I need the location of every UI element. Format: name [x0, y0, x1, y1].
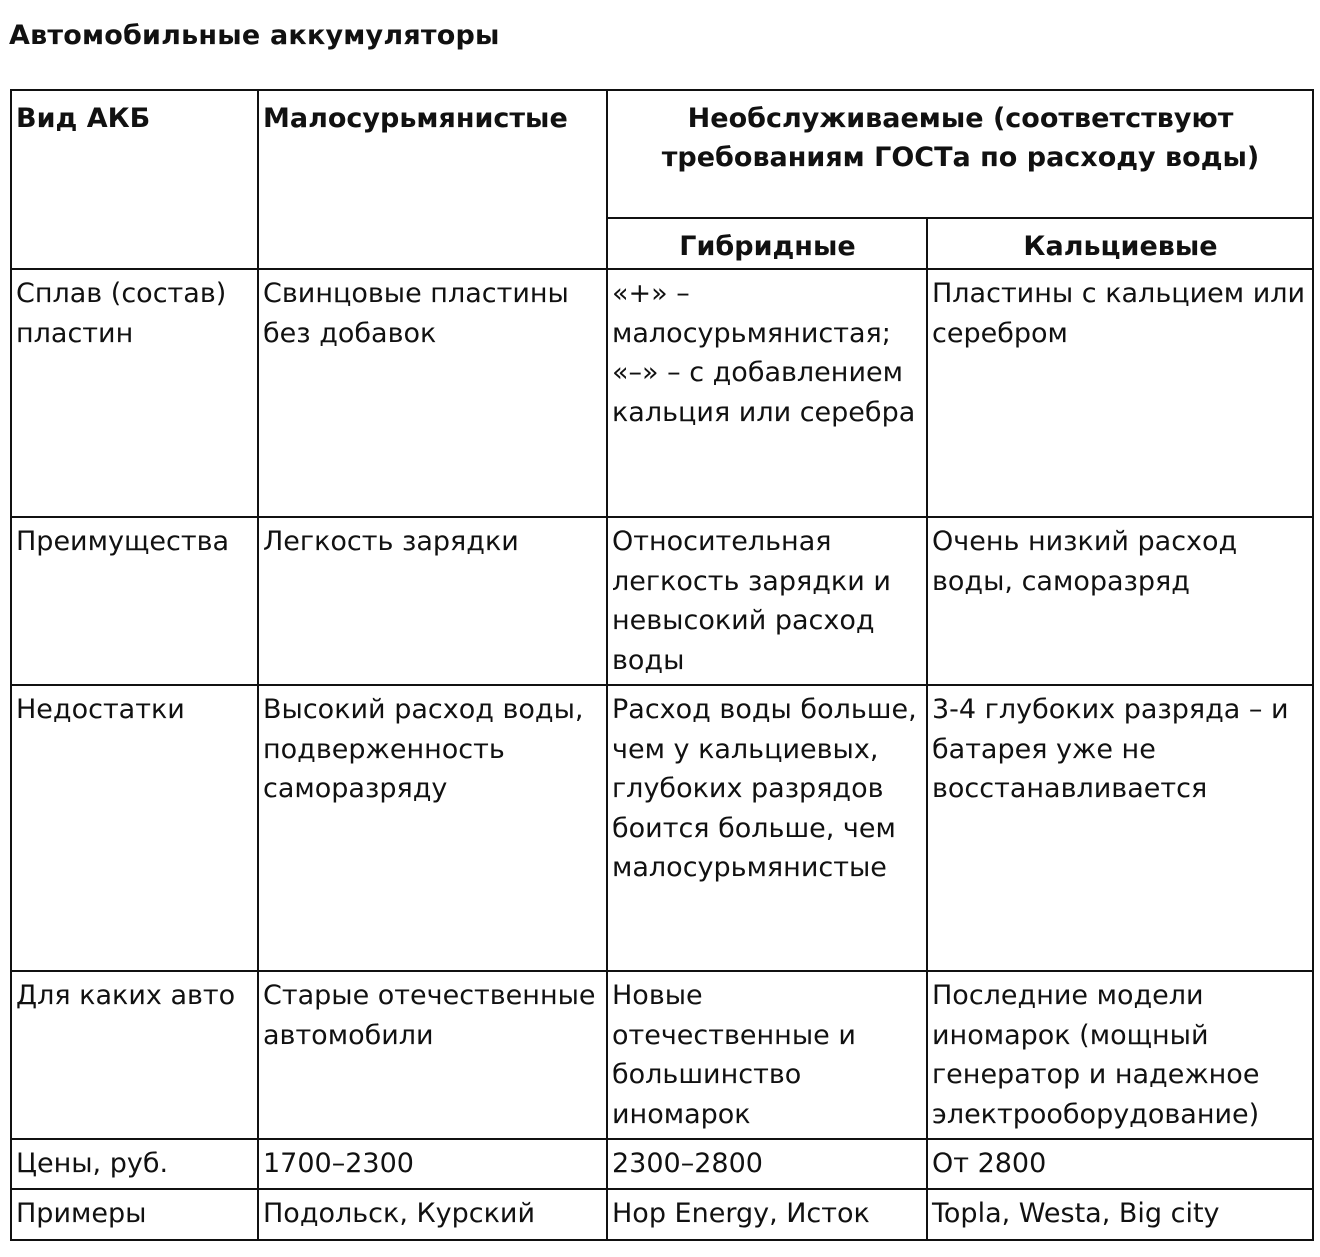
cell-calcium: 3-4 глубоких разряда – и батарея уже не восстанавливается: [927, 685, 1313, 971]
cell-low-antimony: Подольск, Курский: [258, 1189, 607, 1240]
cell-low-antimony: Свинцовые пластины без добавок: [258, 269, 607, 517]
cell-calcium: Очень низкий расход воды, саморазряд: [927, 517, 1313, 685]
table-row: [11, 685, 1313, 971]
cell-calcium: От 2800: [927, 1139, 1313, 1189]
header-calcium: Кальциевые: [927, 218, 1313, 269]
cell-low-antimony: Легкость зарядки: [258, 517, 607, 685]
cell-hybrid: Расход воды больше, чем у кальциевых, глубоких разрядов боится больше, чем малосурьмянистые: [607, 685, 927, 971]
row-label: Сплав (состав) пластин: [11, 269, 258, 517]
page-title: Автомобильные аккумуляторы: [9, 20, 500, 51]
cell-calcium: Пластины с кальцием или серебром: [927, 269, 1313, 517]
cell-hybrid: Hop Energy, Исток: [607, 1189, 927, 1240]
row-label: Для каких авто: [11, 971, 258, 1139]
cell-low-antimony: 1700–2300: [258, 1139, 607, 1189]
header-low-antimony: Малосурьмянистые: [258, 90, 607, 269]
table-row: [11, 1189, 1313, 1240]
header-hybrid: Гибридные: [607, 218, 927, 269]
cell-hybrid: Относительная легкость зарядки и невысокий расход воды: [607, 517, 927, 685]
row-label: Недостатки: [11, 685, 258, 971]
table-row: [11, 971, 1313, 1139]
cell-calcium: Topla, Westa, Big city: [927, 1189, 1313, 1240]
table-row: [11, 269, 1313, 517]
table-header-row: [11, 90, 1313, 218]
cell-low-antimony: Высокий расход воды, подверженность саморазряду: [258, 685, 607, 971]
table-row: [11, 1139, 1313, 1189]
cell-low-antimony: Старые отечественные автомобили: [258, 971, 607, 1139]
row-label: Преимущества: [11, 517, 258, 685]
table-row: [11, 517, 1313, 685]
cell-hybrid: 2300–2800: [607, 1139, 927, 1189]
cell-hybrid: «+» – малосурьмянистая; «–» – с добавлением кальция или серебра: [607, 269, 927, 517]
battery-comparison-table: [10, 89, 1314, 1241]
row-label: Цены, руб.: [11, 1139, 258, 1189]
cell-hybrid: Новые отечественные и большинство иномарок: [607, 971, 927, 1139]
header-type: Вид АКБ: [11, 90, 258, 269]
header-maintenance-free: Необслуживаемые (соответствуют требованиям ГОСТа по расходу воды): [607, 90, 1313, 218]
cell-calcium: Последние модели иномарок (мощный генератор и надежное электрооборудование): [927, 971, 1313, 1139]
row-label: Примеры: [11, 1189, 258, 1240]
